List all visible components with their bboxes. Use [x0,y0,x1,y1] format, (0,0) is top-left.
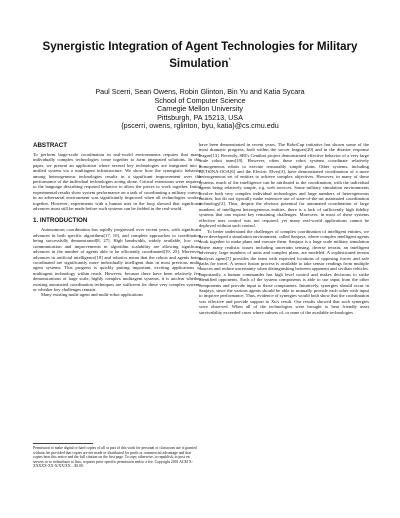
title-line-1: Synergistic Integration of Agent Technologies for Military [42,40,358,53]
abstract-heading: ABSTRACT [33,142,68,149]
right-paragraph-1: have been demonstrated in recent years. The RoboCup initiative has shown some of the most dramatic progress, both within the soccer leagues[20] and in the disaster response league[13]. Recently, SRI's Centibot project demonstrated effective behavior of a very large scale robot team[19]. However, often these robot systems coordinate relatively homogeneous robots to execute reasonably simple plans. Other systems, including RETSINA-OOA[6] and the Electric Elves[3], have demonstrated coordination of a more heterogeneous set of entities to achieve complex objectives. However, in many of these systems, much of the intelligence can be attributed to the coordination, with the individual agents being relatively simple, e.g. web services. Some military simulation environments involve both very complex individual technologies and large numbers of heterogeneous entities, but do not typically make extensive use of state-of-the-art automated coordination technology[2]. Thus, despite the obvious potential for automated coordination of large numbers of intelligent heterogeneous entities, there is a lack of sufficiently high fidelity systems that can expose key remaining challenges. Moreover, in most of these systems effective user control was not required, yet many real-world applications cannot be deployed without such control. [199,142,369,229]
left-column [33,142,201,298]
right-column [199,142,369,315]
title-line-2: Simulation [169,56,229,70]
paper-title [30,40,370,71]
address: Pittsburgh, PA 15213, USA [157,112,243,122]
intro-heading: 1. INTRODUCTION [33,217,88,225]
right-paragraph-2: To better understand the challenges of complex coordination of intelligent entities, we have developed a simulation environment, called Sanjaya, where complex intelligent agents work together to make plans and execute them. Sanjaya is a large scale military simulation where many realistic issues including uncertain sensing, diverse terrain, an intelligent adversary, large numbers of units and complex plans, are modeled. A sophisticated terrain analysis agent[7] provides the team with expected locations of opposing forces and safe paths for travel. A sensor fusion process is available to take sensor readings from multiple sources and reduce uncertainty when distinguishing between opponent and civilian vehicles. Importantly, a human commander has high level control and makes decisions to strike identified opponents. Each of the system components is able to use input from the other components and provide input to those components. Intuitively, synergies should occur in Sanjaya, since the various agents should be able to mutually provide each other with input to improve performance. Thus, evidence of synergies would both show that the coordination was effective and provide support to Xu's result. Our results showed that such synergies were observed. When all of the technologies were brought to bear friendly asset survivability exceeded cases where subsets of, or none of the available technologies [199,228,369,315]
title-footnote-mark: * [228,58,231,64]
abstract-text: To perform large-scale coordination in real-world environments requires that many individually complex technologies come together to form integrated solutions. In this paper, we present an application where several key technologies are integrated into a unified system via a multiagent infrastructure. We show how the synergistic behavior among heterogeneous technologies results in a significant improvement over the performance of the individual technologies acting alone. Critical extensions were required to the language describing required behavior to allow the pieces to work together. Initial experimental results show system performance on a task of coordinating a military convoy in an adversarial environment was significantly improved when all technologies worked together. However, experiments with a human user in the loop showed that significant advances must still be made before such systems can be fielded in the real-world. [33,152,201,212]
university: Carnegie Mellon University [157,104,243,114]
footnote-divider [33,443,93,444]
author-block [30,88,370,131]
affiliation: School of Computer Science [154,95,246,105]
intro-paragraph-1: Autonomous coordination has rapidly progressed over recent years, with significant advances in both specific algorithms[17, 10], and complete approaches to coordination being successfully demonstrated[8, 27]. High bandwidth, widely available, low cost communication and improvements in algorithm scalability are allowing significant advances in the number of agents able to be efficiently coordinated[19, 25]. Moreover, advances in artificial intelligence[18] and robotics mean that the robots and agents being coordinated are significantly more individually intelligent than in most previous multi-agent systems. This progress is quickly putting important, exciting applications of multiagent technology within reach. However, because there have been relatively few demonstrations of large scale, highly complex multiagent systems, it is unclear whether existing automated coordination techniques are sufficient for these very complex systems or whether key challenges remain. [33,227,201,292]
author-emails: {pscerri, owens, rglinton, byu, katia}@cs.cmu.edu [121,121,279,131]
intro-paragraph-2: Many existing multi-agent and multi-robot applications [41,292,143,298]
copyright-footnote: Permission to make digital or hard copies of all or part of this work for personal or classroom use is granted without fee provided that copies are not made or distributed for profit or commercial advantage and that copies bear this notice and the full citation on the first page. To copy otherwise, to republish, to post on servers or to redistribute to lists, requires prior specific permission and/or a fee. Copyright 2001 ACM X-XXXXX-XX-X/XX/XX ...$5.00. [33,446,197,468]
author-names: Paul Scerri, Sean Owens, Robin Glinton, Bin Yu and Katia Sycara [95,87,305,96]
